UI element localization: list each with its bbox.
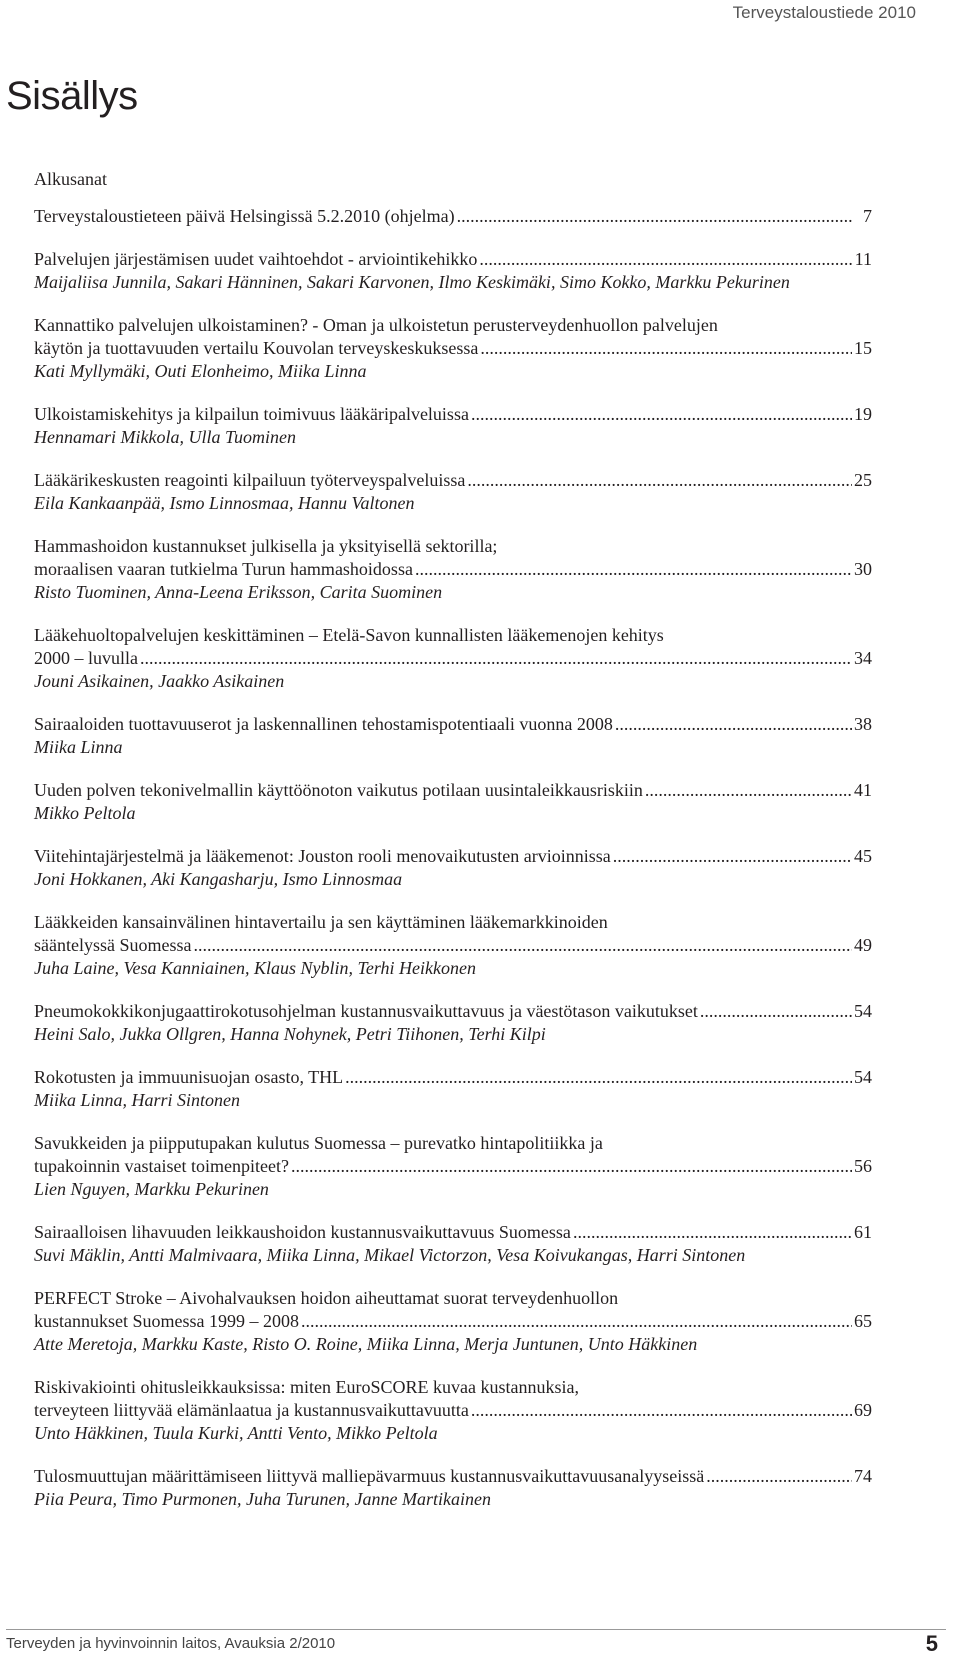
- toc-entry-line: [34, 713, 872, 736]
- toc-entry-title: sääntelyssä Suomessa: [34, 935, 192, 955]
- toc-entry-line: [34, 1399, 872, 1422]
- toc-entry-title: moraalisen vaaran tutkielma Turun hammashoidossa: [34, 559, 413, 579]
- toc-entry-title: Tulosmuuttujan määrittämiseen liittyvä malliepävarmuus kustannusvaikuttavuusanalyyseissä: [34, 1466, 705, 1486]
- toc-entry[interactable]: [34, 1376, 872, 1445]
- dot-leader: [471, 403, 852, 426]
- toc-page-number: 38: [854, 714, 872, 734]
- toc-entry-title: Savukkeiden ja piipputupakan kulutus Suomessa – purevatko hintapolitiikka ja: [34, 1133, 603, 1153]
- toc-entry-title: Lääkehuoltopalvelujen keskittäminen – Etelä-Savon kunnallisten lääkemenojen kehitys: [34, 625, 664, 645]
- toc-entry-title: Lääkkeiden kansainvälinen hintavertailu ja sen käyttäminen lääkemarkkinoiden: [34, 912, 608, 932]
- toc-entry-title: Rokotusten ja immuunisuojan osasto, THL: [34, 1067, 344, 1087]
- page-title: Sisällys: [6, 74, 138, 118]
- dot-leader: [615, 713, 852, 736]
- dot-leader: [706, 1465, 852, 1488]
- toc-entry-line: [34, 558, 872, 581]
- toc-page-number: 74: [854, 1466, 872, 1486]
- toc-entry-title: Pneumokokkikonjugaattirokotusohjelman kustannusvaikuttavuus ja väestötason vaikutukset: [34, 1001, 698, 1021]
- toc-entry-line: [34, 934, 872, 957]
- toc-entry[interactable]: [34, 713, 872, 759]
- toc-entry-line: [34, 1221, 872, 1244]
- toc-entry-authors: Piia Peura, Timo Purmonen, Juha Turunen, Janne Martikainen: [34, 1489, 491, 1509]
- toc-entry-authors: Joni Hokkanen, Aki Kangasharju, Ismo Linnosmaa: [34, 869, 403, 889]
- footer-rule: [6, 1629, 946, 1630]
- toc-entry-line: [34, 1310, 872, 1333]
- toc-entry-line: [34, 248, 872, 271]
- toc-page-number: 69: [854, 1400, 872, 1420]
- toc-entry[interactable]: [34, 1066, 872, 1112]
- dot-leader: [700, 1000, 852, 1023]
- toc-entry-title: Ulkoistamiskehitys ja kilpailun toimivuus lääkäripalveluissa: [34, 404, 469, 424]
- toc-entry-line: [34, 205, 872, 228]
- toc-entry[interactable]: [34, 314, 872, 383]
- toc-page-number: 54: [854, 1001, 872, 1021]
- toc-entry-title: Viitehintajärjestelmä ja lääkemenot: Jouston rooli menovaikutusten arvioinnissa: [34, 846, 611, 866]
- toc-entry[interactable]: [34, 624, 872, 693]
- dot-leader: [457, 205, 852, 228]
- toc-page-number: 56: [854, 1156, 872, 1176]
- toc-entry[interactable]: [34, 1132, 872, 1201]
- toc-entry-title: käytön ja tuottavuuden vertailu Kouvolan terveyskeskuksessa: [34, 338, 479, 358]
- page-number: 5: [925, 1631, 938, 1656]
- toc-entry[interactable]: [34, 845, 872, 891]
- dot-leader: [573, 1221, 852, 1244]
- toc-entry-title: Hammashoidon kustannukset julkisella ja yksityisellä sektorilla;: [34, 536, 498, 556]
- toc-entry[interactable]: [34, 911, 872, 980]
- toc-entry-title: Sairaaloiden tuottavuuserot ja laskennallinen tehostamispotentiaali vuonna 2008: [34, 714, 613, 734]
- running-head: Terveystaloustiede 2010: [732, 3, 916, 22]
- toc-page-number: 49: [854, 935, 872, 955]
- dot-leader: [467, 469, 852, 492]
- toc-entry-line: [34, 403, 872, 426]
- toc-entry-authors: Suvi Mäklin, Antti Malmivaara, Miika Linna, Mikael Victorzon, Vesa Koivukangas, Harri Sintonen: [34, 1245, 746, 1265]
- toc-entry-title: Terveystaloustieteen päivä Helsingissä 5.2.2010 (ohjelma): [34, 206, 455, 226]
- toc-entry[interactable]: [34, 168, 872, 191]
- dot-leader: [480, 337, 852, 360]
- toc-entry-title: terveyteen liittyvää elämänlaatua ja kustannusvaikuttavuutta: [34, 1400, 469, 1420]
- toc-entry[interactable]: [34, 1000, 872, 1046]
- toc-page-number: 11: [854, 249, 872, 269]
- toc-entry-title: Palvelujen järjestämisen uudet vaihtoehdot - arviointikehikko: [34, 249, 478, 269]
- toc-entry[interactable]: [34, 1287, 872, 1356]
- toc-page-number: 7: [863, 206, 872, 226]
- toc-entry[interactable]: [34, 205, 872, 228]
- toc-page-number: 41: [854, 780, 872, 800]
- toc-entry-title: tupakoinnin vastaiset toimenpiteet?: [34, 1156, 289, 1176]
- dot-leader: [140, 647, 852, 670]
- toc-entry-line: [34, 1155, 872, 1178]
- toc-entry-authors: Kati Myllymäki, Outi Elonheimo, Miika Linna: [34, 361, 367, 381]
- table-of-contents: [34, 168, 872, 1531]
- toc-entry-line: [34, 469, 872, 492]
- toc-entry-title: Uuden polven tekonivelmallin käyttöönoton vaikutus potilaan uusintaleikkausriskiin: [34, 780, 643, 800]
- toc-entry[interactable]: [34, 248, 872, 294]
- dot-leader: [291, 1155, 852, 1178]
- toc-entry-authors: Heini Salo, Jukka Ollgren, Hanna Nohynek, Petri Tiihonen, Terhi Kilpi: [34, 1024, 546, 1044]
- toc-entry-authors: Maijaliisa Junnila, Sakari Hänninen, Sakari Karvonen, Ilmo Keskimäki, Simo Kokko, Markku Pekurinen: [34, 272, 790, 292]
- toc-entry-authors: Miika Linna: [34, 737, 123, 757]
- toc-entry-line: [34, 1000, 872, 1023]
- toc-entry-line: [34, 1066, 872, 1089]
- footer-publisher: Terveyden ja hyvinvoinnin laitos, Avauksia 2/2010: [6, 1635, 336, 1652]
- toc-entry-title: PERFECT Stroke – Aivohalvauksen hoidon aiheuttamat suorat terveydenhuollon: [34, 1288, 619, 1308]
- toc-entry-line: [34, 337, 872, 360]
- dot-leader: [613, 845, 852, 868]
- toc-entry[interactable]: [34, 1221, 872, 1267]
- toc-entry-title: 2000 – luvulla: [34, 648, 138, 668]
- toc-entry[interactable]: [34, 1465, 872, 1511]
- toc-entry-title: Lääkärikeskusten reagointi kilpailuun työterveyspalveluissa: [34, 470, 466, 490]
- toc-entry-title: Riskivakiointi ohitusleikkauksissa: miten EuroSCORE kuvaa kustannuksia,: [34, 1377, 579, 1397]
- toc-page-number: 15: [854, 338, 872, 358]
- toc-page-number: 54: [854, 1067, 872, 1087]
- toc-entry-title: Alkusanat: [34, 169, 107, 189]
- toc-page-number: 34: [854, 648, 872, 668]
- dot-leader: [415, 558, 852, 581]
- toc-entry-authors: Miika Linna, Harri Sintonen: [34, 1090, 240, 1110]
- toc-entry[interactable]: [34, 779, 872, 825]
- toc-entry-line: [34, 845, 872, 868]
- toc-page-number: 19: [854, 404, 872, 424]
- toc-entry-authors: Juha Laine, Vesa Kanniainen, Klaus Nyblin, Terhi Heikkonen: [34, 958, 476, 978]
- toc-entry-line: [34, 779, 872, 802]
- toc-entry-authors: Mikko Peltola: [34, 803, 136, 823]
- dot-leader: [301, 1310, 852, 1333]
- toc-entry-line: [34, 1465, 872, 1488]
- toc-entry-title: Sairaalloisen lihavuuden leikkaushoidon kustannusvaikuttavuus Suomessa: [34, 1222, 571, 1242]
- toc-page-number: 45: [854, 846, 872, 866]
- toc-entry-line: [34, 647, 872, 670]
- toc-entry[interactable]: [34, 535, 872, 604]
- toc-entry-authors: Risto Tuominen, Anna-Leena Eriksson, Carita Suominen: [34, 582, 443, 602]
- toc-entry-authors: Eila Kankaanpää, Ismo Linnosmaa, Hannu Valtonen: [34, 493, 415, 513]
- toc-entry-authors: Jouni Asikainen, Jaakko Asikainen: [34, 671, 285, 691]
- dot-leader: [193, 934, 852, 957]
- dot-leader: [645, 779, 852, 802]
- toc-entry[interactable]: [34, 469, 872, 515]
- toc-entry[interactable]: [34, 403, 872, 449]
- toc-entry-authors: Lien Nguyen, Markku Pekurinen: [34, 1179, 269, 1199]
- toc-page-number: 30: [854, 559, 872, 579]
- toc-entry-authors: Hennamari Mikkola, Ulla Tuominen: [34, 427, 296, 447]
- toc-entry-title: kustannukset Suomessa 1999 – 2008: [34, 1311, 299, 1331]
- toc-page-number: 65: [854, 1311, 872, 1331]
- toc-page-number: 61: [854, 1222, 872, 1242]
- dot-leader: [471, 1399, 852, 1422]
- dot-leader: [345, 1066, 852, 1089]
- toc-entry-title: Kannattiko palvelujen ulkoistaminen? - Oman ja ulkoistetun perusterveydenhuollon palvelujen: [34, 315, 718, 335]
- toc-entry-authors: Unto Häkkinen, Tuula Kurki, Antti Vento, Mikko Peltola: [34, 1423, 438, 1443]
- toc-entry-authors: Atte Meretoja, Markku Kaste, Risto O. Roine, Miika Linna, Merja Juntunen, Unto Häkkinen: [34, 1334, 698, 1354]
- dot-leader: [479, 248, 852, 271]
- toc-page-number: 25: [854, 470, 872, 490]
